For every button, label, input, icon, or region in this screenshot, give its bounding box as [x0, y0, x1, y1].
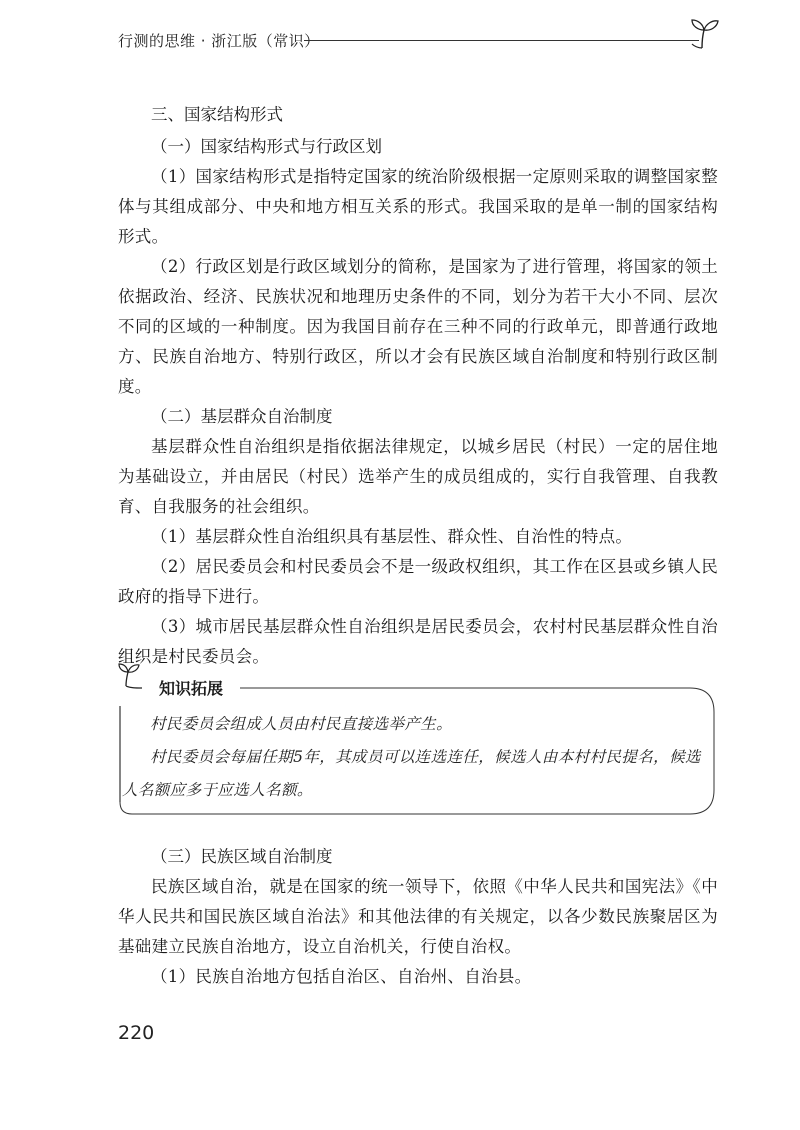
- main-content-continued: [118, 842, 718, 992]
- subsection-heading-3: （三）民族区域自治制度: [151, 847, 333, 866]
- knowledge-line: 村民委员会组成人员由村民直接选举产生。: [150, 715, 453, 733]
- knowledge-box-body: [122, 708, 704, 807]
- paragraph: （1）国家结构形式是指特定国家的统治阶级根据一定原则采取的调整国家整体与其组成部分、中央和地方相互关系的形式。我国采取的是单一制的国家结构形式。: [118, 167, 718, 246]
- subsection-heading-1: （一）国家结构形式与行政区划: [151, 137, 382, 156]
- paragraph: （2）居民委员会和村民委员会不是一级政权组织，其工作在区县或乡镇人民政府的指导下进行。: [118, 557, 718, 606]
- paragraph: （3）城市居民基层群众性自治组织是居民委员会，农村村民基层群众性自治组织是村民委员会。: [118, 617, 718, 666]
- paragraph: 民族区域自治，就是在国家的统一领导下，依照《中华人民共和国宪法》《中华人民共和国民族区域自治法》和其他法律的有关规定，以各少数民族聚居区为基础建立民族自治地方，设立自治机关，行使自治权。: [118, 877, 718, 956]
- paragraph: 基层群众性自治组织是指依据法律规定，以城乡居民（村民）一定的居住地为基础设立，并由居民（村民）选举产生的成员组成的，实行自我管理、自我教育、自我服务的社会组织。: [118, 437, 718, 516]
- section-heading: 三、国家结构形式: [151, 105, 283, 124]
- subsection-heading-2: （二）基层群众自治制度: [151, 407, 333, 426]
- header-rule: [304, 40, 699, 41]
- knowledge-line: 村民委员会每届任期5年，其成员可以连选连任，候选人由本村村民提名，候选人名额应多于应选人名额。: [122, 748, 701, 799]
- knowledge-box: [118, 662, 718, 822]
- paragraph: （2）行政区划是行政区域划分的简称，是国家为了进行管理，将国家的领土依据政治、经济、民族状况和地理历史条件的不同，划分为若干大小不同、层次不同的区域的一种制度。因为我国目前存在三种不同的行政单元，即普通行政地方、民族自治地方、特别行政区，所以才会有民族区域自治制度和特别行政区制度。: [118, 257, 718, 396]
- page-number: 220: [118, 1022, 155, 1044]
- paragraph: （1）民族自治地方包括自治区、自治州、自治县。: [151, 967, 532, 986]
- knowledge-box-title: 知识拓展: [155, 676, 227, 699]
- running-header: [118, 24, 718, 54]
- sprout-icon: [688, 16, 720, 50]
- header-title: 行测的思维 · 浙江版（常识）: [118, 32, 320, 50]
- paragraph: （1）基层群众性自治组织具有基层性、群众性、自治性的特点。: [151, 527, 633, 546]
- main-content: [118, 100, 718, 672]
